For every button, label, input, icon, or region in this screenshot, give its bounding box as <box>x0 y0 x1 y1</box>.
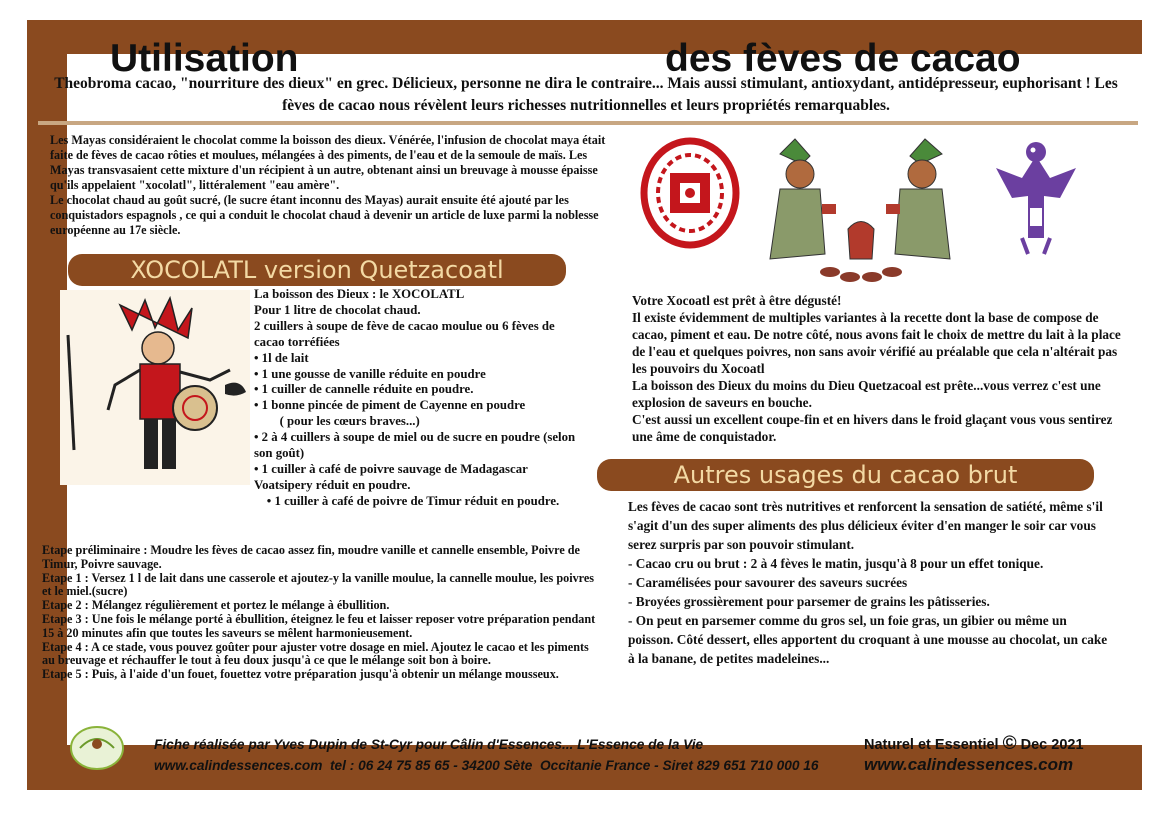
footer-author: Fiche réalisée par Yves Dupin de St-Cyr pour Câlin d'Essences... L'Essence de la Vie <box>154 737 704 752</box>
maya-paragraph-1: Les Mayas considéraient le chocolat comme la boisson des dieux. Vénérée, l'infusion de chocolat maya était faite de fèves de cacao rôties et moulues, mélangées à des piments, de l'eau et de la semoule de maïs. Les Mayas transvasaient cette mixture d'un récipient à un autre, obtenant ainsi un breuvage à mousse épaisse qu'ils appelaient "xocolatl", littéralement "eau amère". <box>50 133 606 192</box>
ready-line: Votre Xocoatl est prêt à être dégusté! <box>632 293 842 308</box>
maya-priests-illustration <box>750 134 972 284</box>
ready-line: Il existe évidemment de multiples variantes à la recette dont la base de compose de cacao, piment et eau. De notre côté, nous avons fait le choix de mettre du lait à la place de l'eau et quelques poivres, non sans avoir vérifié au préalable que cela n'altérait pas les pouvoirs du Xocoatl <box>632 310 1121 376</box>
recipe-line: • 1l de lait <box>254 350 309 365</box>
footer-date: Dec 2021 <box>1020 737 1084 753</box>
maya-glyph-illustration <box>640 135 740 250</box>
recipe-line: Pour 1 litre de chocolat chaud. <box>254 302 421 317</box>
copyright-icon: © <box>1002 733 1017 754</box>
maya-paragraph-2: Le chocolat chaud au goût sucré, (le sucre étant inconnu des Mayas) aurait ensuite été ajouté par les conquistadors espagnols , ce qui a conduit le chocolat chaud à devenir un article de luxe parmi la noblesse européenne au 17e siècle. <box>50 193 599 237</box>
banner-xocolatl: XOCOLATL version Quetzacoatl <box>68 254 566 286</box>
title-right: des fèves de cacao <box>665 37 1021 80</box>
ready-line: La boisson des Dieux du moins du Dieu Quetzacoal est prête...vous verrez c'est une explosion de saveurs en bouche. <box>632 378 1101 410</box>
step-2: Etape 2 : Mélangez régulièrement et portez le mélange à ébullition. <box>42 598 390 613</box>
step-3: Etape 3 : Une fois le mélange porté à ébullition, éteignez le feu et laisser reposer votre préparation pendant 15 à 20 minutes afin que toutes les saveurs se mêlent harmonieusement. <box>42 611 596 640</box>
recipe-line: La boisson des Dieux : le XOCOLATL <box>254 287 465 301</box>
maya-history <box>50 133 618 238</box>
title-left: Utilisation <box>110 37 299 80</box>
ready-line: C'est aussi un excellent coupe-fin et en hivers dans le froid glaçant vous vous sentirez une âme de conquistador. <box>632 412 1113 444</box>
step-5: Etape 5 : Puis, à l'aide d'un fouet, fouettez votre préparation jusqu'à obtenir un mélange mousseux. <box>42 667 559 682</box>
calin-essences-logo <box>66 724 128 772</box>
recipe-line: • 1 bonne pincée de piment de Cayenne en poudre <box>254 398 526 413</box>
step-4: Etape 4 : A ce stade, vous pouvez goûter pour ajuster votre dosage en miel. Ajoutez le cacao et les piments au breuvage et réchauffer le tout à feu doux jusqu'à ce que le mélange soit bon à boire. <box>42 639 589 668</box>
banner-other-uses: Autres usages du cacao brut <box>597 459 1094 491</box>
recipe-line: 2 cuillers à soupe de fève de cacao moulue ou 6 fèves de cacao torréfiées <box>254 318 555 349</box>
quetzalcoatl-illustration <box>60 290 250 485</box>
recipe-line: • 2 à 4 cuillers à soupe de miel ou de sucre en poudre (selon son goût) <box>254 430 576 461</box>
recipe-line: ( pour les cœurs braves...) <box>254 414 420 429</box>
recipe-line: • 1 cuiller à café de poivre sauvage de Madagascar Voatsipery réduit en poudre. <box>254 461 528 492</box>
uses-line: - On peut en parsemer comme du gros sel, un foie gras, un gibier ou même un poisson. Côté dessert, elles apportent du croquant à une mousse au chocolat, un cake à la banane, de petites madeleines... <box>628 613 1108 666</box>
step-1: Etape 1 : Versez 1 l de lait dans une casserole et ajoutez-y la vanille moulue, la cannelle moulue, les poivres et le miel.(sucre) <box>42 570 595 599</box>
recipe-line: • 1 cuiller de cannelle réduite en poudre. <box>254 382 474 397</box>
footer-website[interactable]: www.calindessences.com <box>864 755 1074 774</box>
uses-line: Les fèves de cacao sont très nutritives et renforcent la sensation de satiété, même s'il s'agit d'un des super aliments des plus délicieux éviter d'en manger le soir car vous serez surpris par son pouvoir stimulant. <box>628 499 1103 552</box>
recipe-steps <box>42 544 597 682</box>
maya-bird-illustration <box>992 138 1080 256</box>
uses-line: - Cacao cru ou brut : 2 à 4 fèves le matin, jusqu'à 8 pour un effet tonique. <box>628 556 1044 571</box>
footer-brand: Naturel et Essentiel <box>864 737 999 753</box>
step-preliminary: Etape préliminaire : Moudre les fèves de cacao assez fin, moudre vanille et cannelle ensemble, Poivre de Timur, Poivre sauvage. <box>42 543 580 571</box>
intro-text: Theobroma cacao, "nourriture des dieux" en grec. Délicieux, personne ne dira le contraire... Mais aussi stimulant, antioxydant, antidépresseur, euphorisant ! Les fèves de cacao nous révèlent leurs richesses nutritionnelles et leurs propriétés remarquables. <box>54 75 1118 114</box>
footer-contact: www.calindessences.com tel : 06 24 75 85 65 - 34200 Sète Occitanie France - Siret 829 651 710 000 16 <box>154 758 819 773</box>
ready-text <box>632 292 1122 455</box>
recipe-line: • 1 une gousse de vanille réduite en poudre <box>254 366 486 381</box>
recipe-line: • 1 cuiller à café de poivre de Timur réduit en poudre. <box>254 493 560 508</box>
uses-line: - Broyées grossièrement pour parsemer de grains les pâtisseries. <box>628 594 990 609</box>
footer-brand-line <box>864 733 1084 755</box>
recipe-ingredients <box>254 287 586 510</box>
uses-line: - Caramélisées pour savourer des saveurs sucrées <box>628 575 908 590</box>
divider <box>38 121 1138 125</box>
other-uses-text <box>628 497 1112 668</box>
